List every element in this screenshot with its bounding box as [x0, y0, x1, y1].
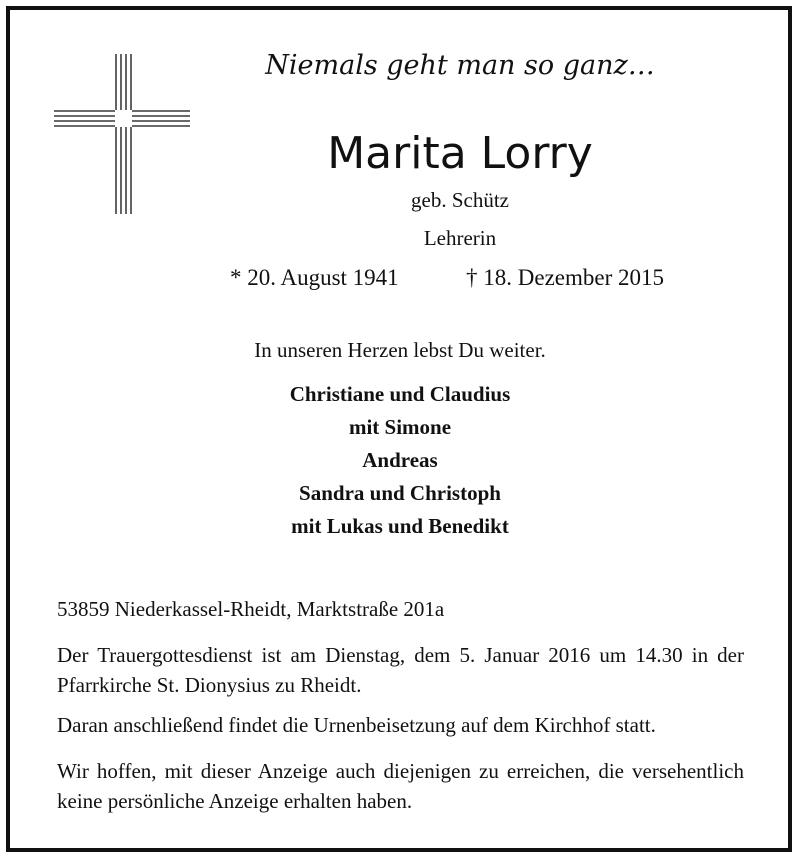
- death-date: † 18. Dezember 2015: [466, 265, 664, 290]
- closing-note: Wir hoffen, mit dieser Anzeige auch diejenigen zu erreichen, die versehentlich keine persönliche Anzeige erhalten haben.: [57, 759, 744, 813]
- deceased-name: Marita Lorry: [327, 128, 593, 179]
- heart-line: In unseren Herzen lebst Du weiter.: [254, 338, 546, 362]
- service-info: Der Trauergottesdienst ist am Dienstag, dem 5. Januar 2016 um 14.30 in der Pfarrkirche St. Dionysius zu Rheidt.: [57, 643, 744, 697]
- profession: Lehrerin: [423, 226, 497, 250]
- birth-name: geb. Schütz: [411, 188, 509, 212]
- burial-info: Daran anschließend findet die Urnenbeisetzung auf dem Kirchhof statt.: [57, 713, 656, 737]
- family-member: Andreas: [362, 448, 438, 472]
- birth-date: * 20. August 1941: [230, 265, 399, 290]
- address: 53859 Niederkassel-Rheidt, Marktstraße 201a: [57, 597, 445, 621]
- family-member: mit Simone: [348, 415, 452, 439]
- family-list: [0, 378, 800, 543]
- motto: Niemals geht man so ganz…: [265, 50, 655, 81]
- family-member: mit Lukas und Benedikt: [291, 514, 509, 538]
- family-member: Christiane und Claudius: [289, 382, 511, 406]
- family-member: Sandra und Christoph: [299, 481, 501, 505]
